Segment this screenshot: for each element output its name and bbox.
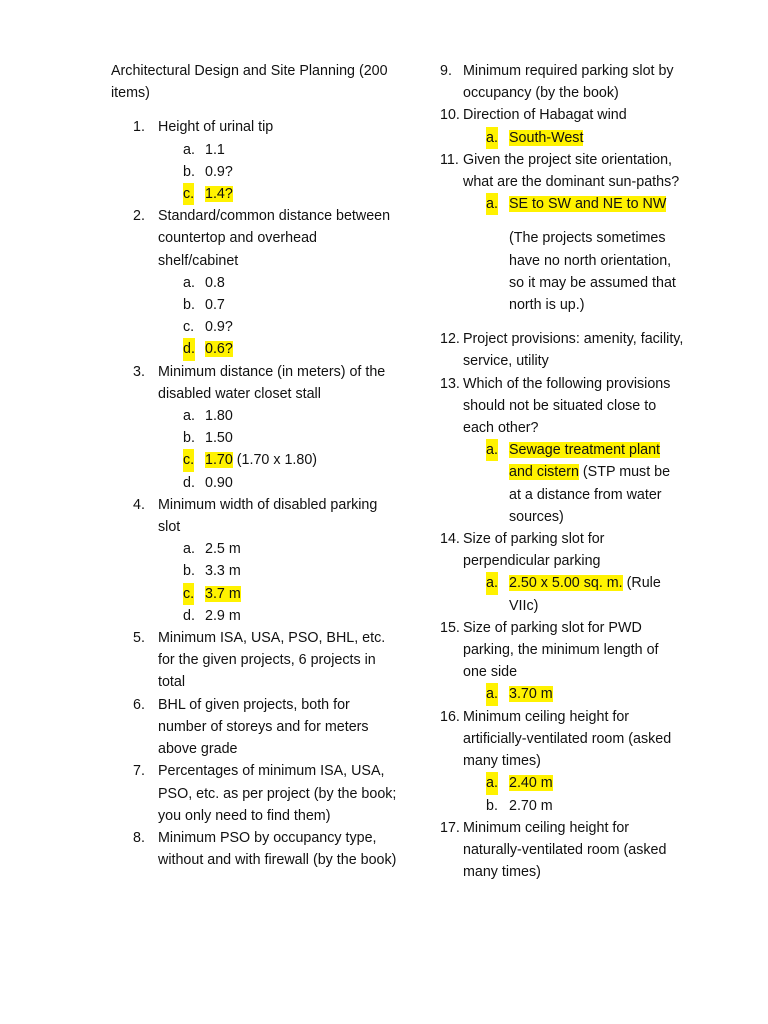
answer-option	[463, 193, 685, 215]
option-letter: a.	[486, 683, 498, 705]
question-note: (The projects sometimes have no north orientation, so it may be assumed that north is up.)	[509, 230, 676, 314]
option-letter: a.	[486, 439, 498, 461]
left-column	[111, 60, 401, 871]
question-number: 2.	[133, 208, 145, 225]
question-item	[440, 817, 685, 884]
answer-option	[158, 316, 401, 338]
question-item	[111, 694, 401, 761]
answer-option	[158, 272, 401, 294]
option-letter: a.	[183, 408, 195, 425]
option-text: 2.70 m	[509, 797, 553, 814]
option-letter: a.	[183, 141, 195, 158]
answer-option	[158, 449, 401, 471]
option-letter: a.	[486, 127, 498, 149]
answer-option	[463, 127, 685, 149]
question-item	[111, 494, 401, 627]
answer-option	[158, 405, 401, 427]
document-title: Architectural Design and Site Planning (200 items)	[111, 63, 388, 102]
highlighted-answer: SE to SW and NE to NW	[509, 196, 667, 213]
option-letter: b.	[183, 297, 195, 314]
option-note: (STP must be at a distance from water sources)	[509, 464, 671, 525]
option-letter: a.	[183, 274, 195, 291]
answer-options	[158, 272, 401, 361]
question-number: 3.	[133, 363, 145, 380]
question-item	[440, 328, 685, 372]
answer-option	[158, 183, 401, 205]
question-number: 5.	[133, 630, 145, 647]
answer-options	[158, 538, 401, 627]
question-number: 12.	[440, 331, 460, 348]
right-column	[440, 60, 685, 883]
question-item	[111, 627, 401, 694]
question-item	[440, 373, 685, 528]
option-text: 0.90	[205, 474, 233, 491]
question-text: Size of parking slot for perpendicular parking	[463, 531, 605, 570]
answer-options	[463, 772, 685, 816]
question-text: Project provisions: amenity, facility, service, utility	[463, 331, 684, 370]
question-text: Minimum ceiling height for naturally-ventilated room (asked many times)	[463, 819, 667, 881]
option-text: 1.1	[205, 141, 225, 158]
question-number: 6.	[133, 696, 145, 713]
question-number: 7.	[133, 763, 145, 780]
highlighted-answer: 0.6?	[205, 341, 233, 358]
answer-option	[158, 472, 401, 494]
question-text: Percentages of minimum ISA, USA, PSO, etc. as per project (by the book; you only need to find them)	[158, 763, 397, 824]
question-text: Minimum distance (in meters) of the disabled water closet stall	[158, 363, 386, 402]
question-item	[440, 60, 685, 104]
option-letter: b.	[183, 430, 195, 447]
option-letter: a.	[486, 193, 498, 215]
question-item	[111, 116, 401, 205]
answer-option	[463, 795, 685, 817]
answer-options	[463, 193, 685, 215]
question-number: 17.	[440, 819, 460, 836]
option-text: 1.50	[205, 430, 233, 447]
option-letter: b.	[486, 797, 498, 814]
question-item	[111, 760, 401, 827]
option-letter: c.	[183, 583, 194, 605]
question-text: Given the project site orientation, what are the dominant sun-paths?	[463, 151, 680, 191]
question-text: Size of parking slot for PWD parking, the minimum length of one side	[463, 619, 659, 681]
highlighted-answer: 1.70	[205, 452, 233, 469]
option-letter: a.	[486, 772, 498, 794]
option-letter: d.	[183, 474, 195, 491]
answer-options	[463, 683, 685, 705]
question-item	[440, 706, 685, 817]
question-item	[111, 205, 401, 360]
question-number: 16.	[440, 708, 460, 725]
answer-option	[158, 139, 401, 161]
question-text: Standard/common distance between countertop and overhead shelf/cabinet	[158, 208, 391, 269]
question-list-left	[111, 116, 401, 871]
question-list-right	[440, 60, 685, 883]
answer-options	[158, 139, 401, 206]
question-item	[111, 827, 401, 871]
option-text: 2.5 m	[205, 541, 241, 558]
question-text: Height of urinal tip	[158, 119, 274, 136]
answer-option	[158, 583, 401, 605]
answer-options	[463, 127, 685, 149]
option-letter: a.	[183, 541, 195, 558]
option-letter: a.	[486, 572, 498, 594]
answer-option	[158, 294, 401, 316]
question-number: 8.	[133, 829, 145, 846]
answer-option	[158, 538, 401, 560]
question-number: 14.	[440, 531, 460, 548]
answer-option	[463, 683, 685, 705]
question-number: 11.	[440, 151, 459, 168]
highlighted-answer: 1.4?	[205, 186, 233, 203]
option-text: 0.7	[205, 297, 225, 314]
highlighted-answer: 3.70 m	[509, 686, 553, 703]
question-text: Which of the following provisions should not be situated close to each other?	[463, 375, 671, 437]
highlighted-answer: Sewage treatment plant and cistern	[509, 442, 661, 481]
option-text: 2.9 m	[205, 607, 241, 624]
question-text: Minimum ceiling height for artificially-ventilated room (asked many times)	[463, 708, 672, 770]
option-note: (Rule VIIc)	[509, 575, 661, 614]
option-text: 1.80	[205, 408, 233, 425]
option-text: 3.3 m	[205, 563, 241, 580]
highlighted-answer: 2.40 m	[509, 775, 553, 792]
highlighted-answer: 2.50 x 5.00 sq. m.	[509, 575, 623, 592]
question-item	[111, 361, 401, 494]
answer-option	[158, 161, 401, 183]
question-number: 1.	[133, 119, 145, 136]
option-letter: c.	[183, 449, 194, 471]
option-text: 0.9?	[205, 319, 233, 336]
question-number: 15.	[440, 619, 460, 636]
option-letter: b.	[183, 163, 195, 180]
answer-options	[463, 439, 685, 528]
answer-option	[463, 772, 685, 794]
option-letter: b.	[183, 563, 195, 580]
answer-options	[463, 572, 685, 616]
question-number: 9.	[440, 63, 452, 79]
question-text: Minimum width of disabled parking slot	[158, 496, 378, 536]
answer-option	[463, 572, 685, 616]
highlighted-answer: 3.7 m	[205, 585, 241, 602]
question-item	[440, 104, 685, 148]
question-number: 4.	[133, 496, 145, 513]
question-number: 13.	[440, 375, 460, 392]
question-item	[440, 528, 685, 617]
answer-option	[158, 605, 401, 627]
option-letter: d.	[183, 338, 195, 360]
option-letter: c.	[183, 319, 195, 336]
option-text: 0.8	[205, 274, 225, 291]
question-text: Minimum ISA, USA, PSO, BHL, etc. for the given projects, 6 projects in total	[158, 630, 386, 691]
question-text: Minimum PSO by occupancy type, without and with firewall (by the book)	[158, 829, 397, 869]
question-text: BHL of given projects, both for number of storeys and for meters above grade	[158, 696, 369, 758]
option-text: 0.9?	[205, 163, 233, 180]
answer-option	[158, 560, 401, 582]
answer-option	[158, 338, 401, 360]
option-letter: d.	[183, 607, 195, 624]
question-item	[440, 149, 685, 316]
question-text: Direction of Habagat wind	[463, 107, 627, 124]
question-text: Minimum required parking slot by occupancy (by the book)	[463, 63, 674, 102]
question-item	[440, 617, 685, 706]
option-note: (1.70 x 1.80)	[232, 452, 318, 469]
answer-options	[158, 405, 401, 494]
question-number: 10.	[440, 107, 460, 124]
option-letter: c.	[183, 183, 194, 205]
answer-option	[463, 439, 685, 528]
answer-option	[158, 427, 401, 449]
highlighted-answer: South-West	[509, 129, 584, 146]
